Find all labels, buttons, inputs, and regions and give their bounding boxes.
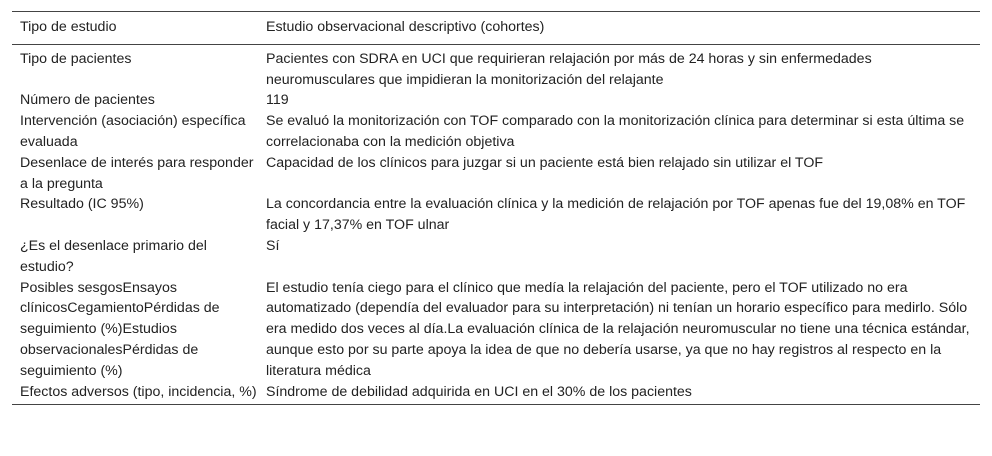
row-value: Síndrome de debilidad adquirida en UCI en el 30% de los pacientes bbox=[266, 383, 692, 400]
row-label: Número de pacientes bbox=[20, 92, 155, 109]
row-value: 119 bbox=[266, 92, 289, 109]
row-label: Intervención (asociación) específica evaluada bbox=[20, 113, 246, 150]
row-value: Sí bbox=[266, 237, 280, 254]
table-row bbox=[12, 382, 980, 405]
row-label: Tipo de pacientes bbox=[20, 50, 132, 67]
row-value: El estudio tenía ciego para el clínico que medía la relajación del paciente, pero el TOF utilizado no era automatizado (dependía del evaluador para su interpretación) ni tenían un horario específico para medirlo. Sólo era medido dos veces al día.La evaluación clínica de la relajación neuromuscular no tiene una técnica estándar, aunque esto por su parte apoya la idea de que no debería usarse, ya que no hay registros al respecto en la literatura médica bbox=[266, 279, 970, 379]
row-label: Posibles sesgosEnsayos clínicosCegamientoPérdidas de seguimiento (%)Estudios observacionalesPérdidas de seguimiento (%) bbox=[20, 279, 220, 379]
row-value: Capacidad de los clínicos para juzgar si un paciente está bien relajado sin utilizar el TOF bbox=[266, 154, 824, 171]
row-label: Resultado (IC 95%) bbox=[20, 196, 144, 213]
row-label: Desenlace de interés para responder a la pregunta bbox=[20, 154, 254, 192]
table-row bbox=[12, 278, 980, 382]
row-value: Se evaluó la monitorización con TOF comparado con la monitorización clínica para determinar si esta última se correlacionaba con la medición objetiva bbox=[266, 113, 965, 150]
row-label: ¿Es el desenlace primario del estudio? bbox=[20, 237, 207, 275]
header-label: Tipo de estudio bbox=[20, 19, 117, 35]
table-row bbox=[12, 111, 980, 153]
header-value: Estudio observacional descriptivo (cohortes) bbox=[266, 19, 545, 35]
study-summary-table-container bbox=[12, 11, 980, 405]
row-value: La concordancia entre la evaluación clínica y la medición de relajación por TOF apenas fue del 19,08% en TOF facial y 17,37% en TOF ulnar bbox=[266, 196, 966, 234]
header-row bbox=[12, 12, 980, 45]
table-row bbox=[12, 153, 980, 195]
table-row bbox=[12, 194, 980, 236]
row-label: Efectos adversos (tipo, incidencia, %) bbox=[20, 383, 257, 400]
table-row bbox=[12, 44, 980, 90]
table-body bbox=[12, 44, 980, 405]
row-value: Pacientes con SDRA en UCI que requirieran relajación por más de 24 horas y sin enfermedades neuromusculares que impidieran la monitorización del relajante bbox=[266, 50, 872, 88]
table-row bbox=[12, 236, 980, 278]
study-summary-table bbox=[12, 11, 980, 405]
table-row bbox=[12, 90, 980, 111]
table-header bbox=[12, 12, 980, 45]
